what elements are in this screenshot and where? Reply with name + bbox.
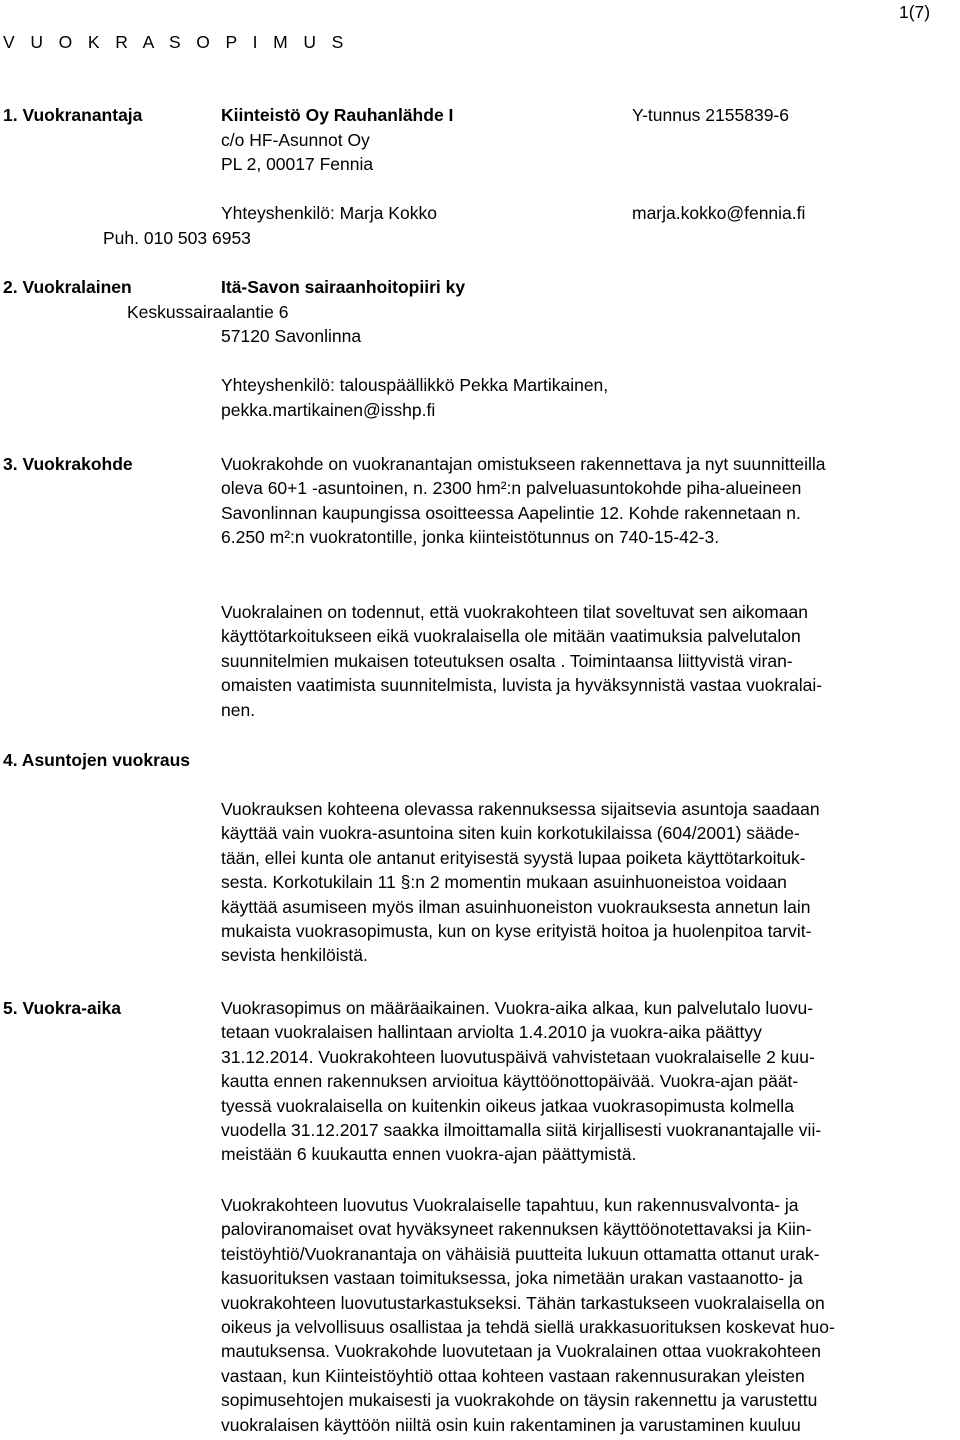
text-line: Vuokrauksen kohteena olevassa rakennuksessa sijaitsevia asuntoja saadaan xyxy=(221,799,820,819)
section-1-heading: 1. Vuokranantaja xyxy=(3,105,143,125)
section-3-heading: 3. Vuokrakohde xyxy=(3,454,133,474)
text-line: 31.12.2014. Vuokrakohteen luovutuspäivä vahvistetaan vuokralaiselle 2 kuu- xyxy=(221,1046,815,1067)
text-line: kautta ennen rakennuksen arvioitua käyttöönottopäivää. Vuokra-ajan päät- xyxy=(221,1071,799,1092)
text-line: oikeus ja velvollisuus osallistaa ja tehdä siellä urakkasuorituksen koskevat huo- xyxy=(221,1317,835,1338)
landlord-name: Kiinteistö Oy Rauhanlähde I xyxy=(221,105,454,125)
text-line: Vuokrakohde on vuokranantajan omistukseen rakennettava ja nyt suunnitteilla xyxy=(221,454,826,474)
section-4-paragraph xyxy=(221,797,956,968)
text-line: meistään 6 kuukautta ennen vuokra-ajan päättymistä. xyxy=(221,1144,637,1165)
text-line: paloviranomaiset ovat hyväksyneet rakennuksen käyttöönotettavaksi ja Kiin- xyxy=(221,1219,812,1240)
text-line: Vuokralainen on todennut, että vuokrakohteen tilat soveltuvat sen aikomaan xyxy=(221,602,808,622)
section-5-heading: 5. Vuokra-aika xyxy=(3,998,122,1018)
text-line: käyttää vain vuokra-asuntoina siten kuin korkotukilaissa (604/2001) sääde- xyxy=(221,823,800,844)
tenant-address-line-1: Keskussairaalantie 6 xyxy=(127,302,289,322)
text-line: vuokrakohteen luovutustarkastukseksi. Tähän tarkastukseen vuokralaisella on xyxy=(221,1292,825,1313)
text-line: suunnitelmien mukaisen toteutuksen osalta . Toimintaansa liittyvistä viran- xyxy=(221,650,793,671)
tenant-name: Itä-Savon sairaanhoitopiiri ky xyxy=(221,277,466,297)
text-line: sopimusehtojen mukaisesti ja vuokrakohde on täysin rakennettu ja varustettu xyxy=(221,1390,818,1411)
text-line: Vuokrakohteen luovutus Vuokralaiselle tapahtuu, kun rakennusvalvonta- ja xyxy=(221,1195,799,1215)
section-4-heading: 4. Asuntojen vuokraus xyxy=(3,750,191,770)
section-5-paragraph-2 xyxy=(221,1193,956,1437)
text-line: teistöyhtiö/Vuokranantaja on vähäisiä puutteita lukuun ottamatta ottanut urak- xyxy=(221,1243,820,1264)
section-3-paragraph-2 xyxy=(221,600,956,722)
text-line: käyttötarkoitukseen eikä vuokralaisella ole mitään vaatimuksia palvelutalon xyxy=(221,626,801,647)
text-line: vuodella 31.12.2017 saakka ilmoittamalla siitä kirjallisesti vuokranantajalle vii- xyxy=(221,1120,822,1141)
text-line: käyttää asumiseen myös ilman asuinhuoneiston vuokrauksesta annetun lain xyxy=(221,896,811,917)
section-2-heading: 2. Vuokralainen xyxy=(3,277,132,297)
tenant-email: pekka.martikainen@isshp.fi xyxy=(221,400,436,420)
text-line: mautuksensa. Vuokrakohde luovutetaan ja Vuokralainen ottaa vuokrakohteen xyxy=(221,1341,821,1362)
tenant-address-line-2: 57120 Savonlinna xyxy=(221,326,362,346)
landlord-business-id: Y-tunnus 2155839-6 xyxy=(632,105,789,125)
landlord-email: marja.kokko@fennia.fi xyxy=(632,203,806,223)
text-line: sesta. Korkotukilain 11 §:n 2 momentin mukaan asuinhuoneistoa voidaan xyxy=(221,872,787,893)
text-line: kasuorituksen vastaan toimituksessa, joka nimetään urakan vastaanotto- ja xyxy=(221,1268,803,1289)
page-number: 1(7) xyxy=(899,2,931,22)
section-5-paragraph-1 xyxy=(221,996,956,1167)
text-line: mukaista vuokrasopimusta, kun on kyse erityistä hoitoa ja huolenpitoa tarvit- xyxy=(221,921,812,942)
text-line: tyessä vuokralaisella on kuitenkin oikeus jatkaa vuokrasopimusta kolmella xyxy=(221,1095,794,1116)
text-line: Vuokrasopimus on määräaikainen. Vuokra-aika alkaa, kun palvelutalo luovu- xyxy=(221,998,814,1018)
landlord-address-line-2: PL 2, 00017 Fennia xyxy=(221,154,374,174)
text-line: 6.250 m²:n vuokratontille, jonka kiinteistötunnus on 740-15-42-3. xyxy=(221,527,720,548)
document-title: V U O K R A S O P I M U S xyxy=(3,32,349,52)
text-line: vastaan, kun Kiinteistöyhtiö ottaa kohteen vastaan rakennusurakan yleisten xyxy=(221,1365,805,1386)
text-line: Savonlinnan kaupungissa osoitteessa Aapelintie 12. Kohde rakennetaan n. xyxy=(221,502,801,523)
landlord-address-line-1: c/o HF-Asunnot Oy xyxy=(221,130,370,150)
text-line: omaisten vaatimista suunnitelmista, luvista ja hyväksynnistä vastaa vuokralai- xyxy=(221,675,823,696)
section-3-paragraph-1 xyxy=(221,452,956,550)
tenant-contact-person: Yhteyshenkilö: talouspäällikkö Pekka Martikainen, xyxy=(221,375,609,395)
landlord-contact-person: Yhteyshenkilö: Marja Kokko xyxy=(221,203,437,223)
landlord-phone: Puh. 010 503 6953 xyxy=(103,228,251,248)
text-line: vuokralaisen käyttöön niiltä osin kuin rakentaminen ja varustaminen kuuluu xyxy=(221,1414,801,1435)
text-line: nen. xyxy=(221,699,256,720)
text-line: oleva 60+1 -asuntoinen, n. 2300 hm²:n palveluasuntokohde piha-alueineen xyxy=(221,478,802,499)
text-line: tetaan vuokralaisen hallintaan arviolta 1.4.2010 ja vuokra-aika päättyy xyxy=(221,1022,762,1043)
text-line: tään, ellei kunta ole antanut erityisestä syystä lupaa poiketa käyttötarkoituk- xyxy=(221,847,806,868)
text-line: sevista henkilöistä. xyxy=(221,945,368,966)
